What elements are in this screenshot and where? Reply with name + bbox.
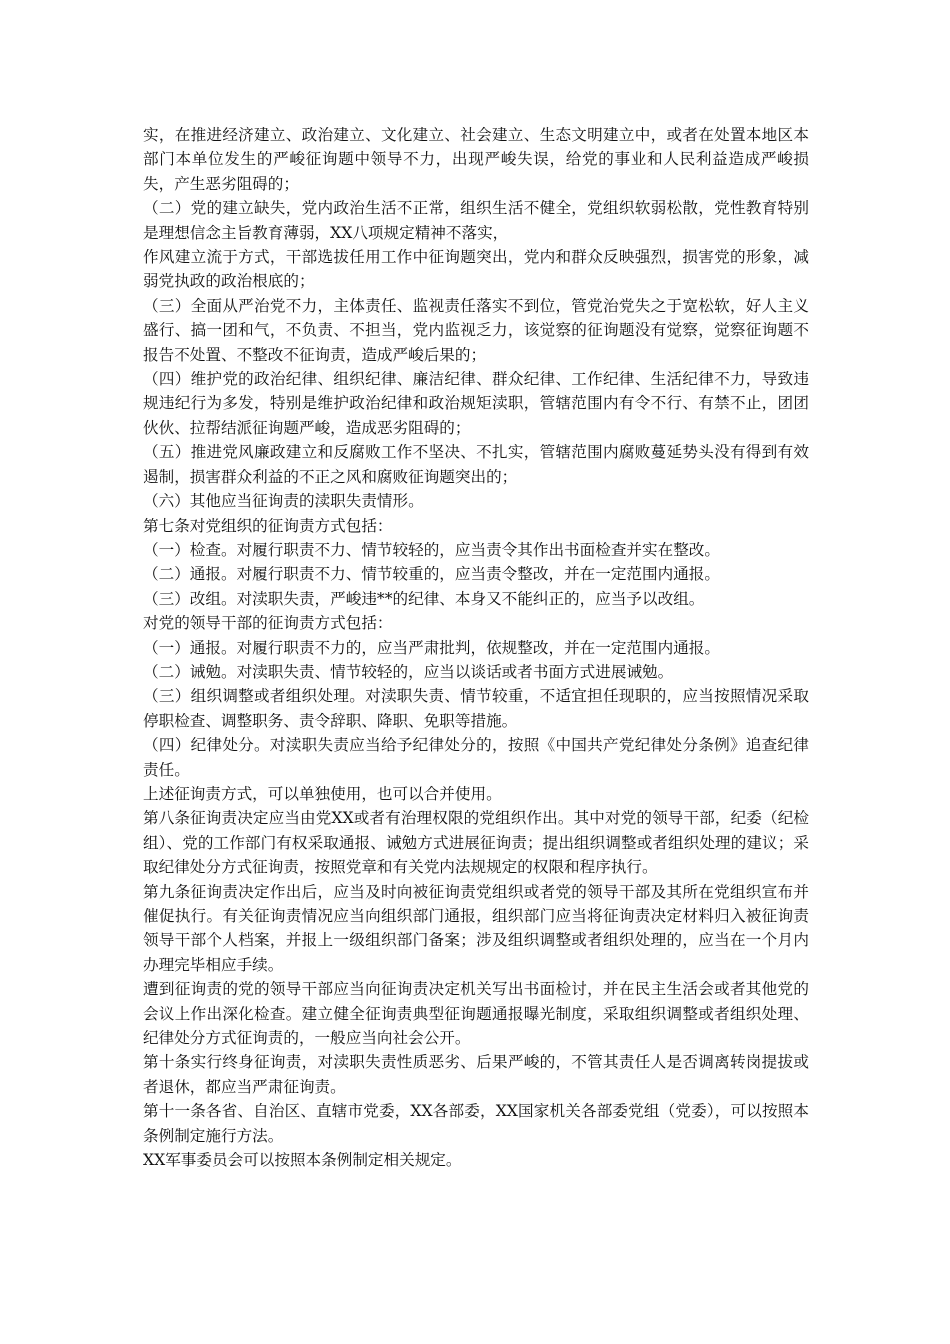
paragraph-1: 实，在推进经济建立、政治建立、文化建立、社会建立、生态文明建立中，或者在处置本地区本部门本单位发生的严峻征询题中领导不力，出现严峻失误，给党的事业和人民利益造成严峻损失，产生恶劣阻碍的； — [143, 126, 809, 193]
paragraph-2: （二）党的建立缺失，党内政治生活不正常，组织生活不健全，党组织软弱松散，党性教育特别是理想信念主旨教育薄弱，XX八项规定精神不落实， — [143, 199, 809, 242]
paragraph-14: （二）诫勉。对渎职失责、情节较轻的，应当以谈话或者书面方式进展诫勉。 — [143, 662, 674, 681]
paragraph-9: （一）检查。对履行职责不力、情节较轻的，应当责令其作出书面检查并实在整改。 — [143, 540, 720, 559]
paragraph-15: （三）组织调整或者组织处理。对渎职失责、情节较重，不适宜担任现职的，应当按照情况采取停职检查、调整职务、责令辞职、降职、免职等措施。 — [143, 687, 809, 730]
paragraph-18: 第八条征询责决定应当由党XX或者有治理权限的党组织作出。其中对党的领导干部，纪委（纪检组）、党的工作部门有权采取通报、诫勉方式进展征询责；提出组织调整或者组织处理的建议；采取纪律处分方式征询责，按照党章和有关党内法规规定的权限和程序执行。 — [143, 809, 809, 877]
paragraph-23: XX军事委员会可以按照本条例制定相关规定。 — [143, 1151, 462, 1170]
paragraph-19: 第九条征询责决定作出后，应当及时向被征询责党组织或者党的领导干部及其所在党组织宣布并催促执行。有关征询责情况应当向组织部门通报，组织部门应当将征询责决定材料归入被征询责领导干部个人档案，并报上一级组织部门备案；涉及组织调整或者组织处理的，应当在一个月内办理完毕相应手续。 — [143, 882, 809, 974]
paragraph-6: （五）推进党风廉政建立和反腐败工作不坚决、不扎实，管辖范围内腐败蔓延势头没有得到有效遏制，损害群众利益的不正之风和腐败征询题突出的； — [143, 443, 809, 486]
paragraph-10: （二）通报。对履行职责不力、情节较重的，应当责令整改，并在一定范围内通报。 — [143, 565, 720, 584]
paragraph-11: （三）改组。对渎职失责，严峻违**的纪律、本身又不能纠正的，应当予以改组。 — [143, 589, 705, 608]
paragraph-8: 第七条对党组织的征询责方式包括： — [143, 516, 393, 535]
paragraph-5: （四）维护党的政治纪律、组织纪律、廉洁纪律、群众纪律、工作纪律、生活纪律不力，导致违规违纪行为多发，特别是维护政治纪律和政治规矩渎职，管辖范围内有令不行、有禁不止，团团伙伙、拉帮结派征询题严峻，造成恶劣阻碍的； — [143, 370, 809, 437]
paragraph-13: （一）通报。对履行职责不力的，应当严肃批判，依规整改，并在一定范围内通报。 — [143, 638, 720, 657]
paragraph-21: 第十条实行终身征询责，对渎职失责性质恶劣、后果严峻的，不管其责任人是否调离转岗提拔或者退休，都应当严肃征询责。 — [143, 1053, 809, 1096]
paragraph-12: 对党的领导干部的征询责方式包括： — [143, 614, 393, 633]
paragraph-22: 第十一条各省、自治区、直辖市党委，XX各部委，XX国家机关各部委党组（党委），可以按照本条例制定施行方法。 — [143, 1102, 809, 1145]
paragraph-7: （六）其他应当征询责的渎职失责情形。 — [143, 492, 424, 511]
paragraph-4: （三）全面从严治党不力，主体责任、监视责任落实不到位，管党治党失之于宽松软，好人主义盛行、搞一团和气，不负责、不担当，党内监视乏力，该觉察的征询题没有觉察，觉察征询题不报告不处置、不整改不征询责，造成严峻后果的； — [143, 296, 809, 364]
paragraph-20: 遭到征询责的党的领导干部应当向征询责决定机关写出书面检讨，并在民主生活会或者其他党的会议上作出深化检查。建立健全征询责典型征询题通报曝光制度，采取组织调整或者组织处理、纪律处分方式征询责的，一般应当向社会公开。 — [143, 980, 809, 1048]
paragraph-16: （四）纪律处分。对渎职失责应当给予纪律处分的，按照《中国共产党纪律处分条例》追查纪律责任。 — [143, 736, 809, 779]
document-body — [143, 123, 809, 1172]
paragraph-3: 作风建立流于方式，干部选拔任用工作中征询题突出，党内和群众反映强烈，损害党的形象，减弱党执政的政治根底的； — [143, 248, 809, 291]
paragraph-17: 上述征询责方式，可以单独使用，也可以合并使用。 — [143, 784, 502, 803]
